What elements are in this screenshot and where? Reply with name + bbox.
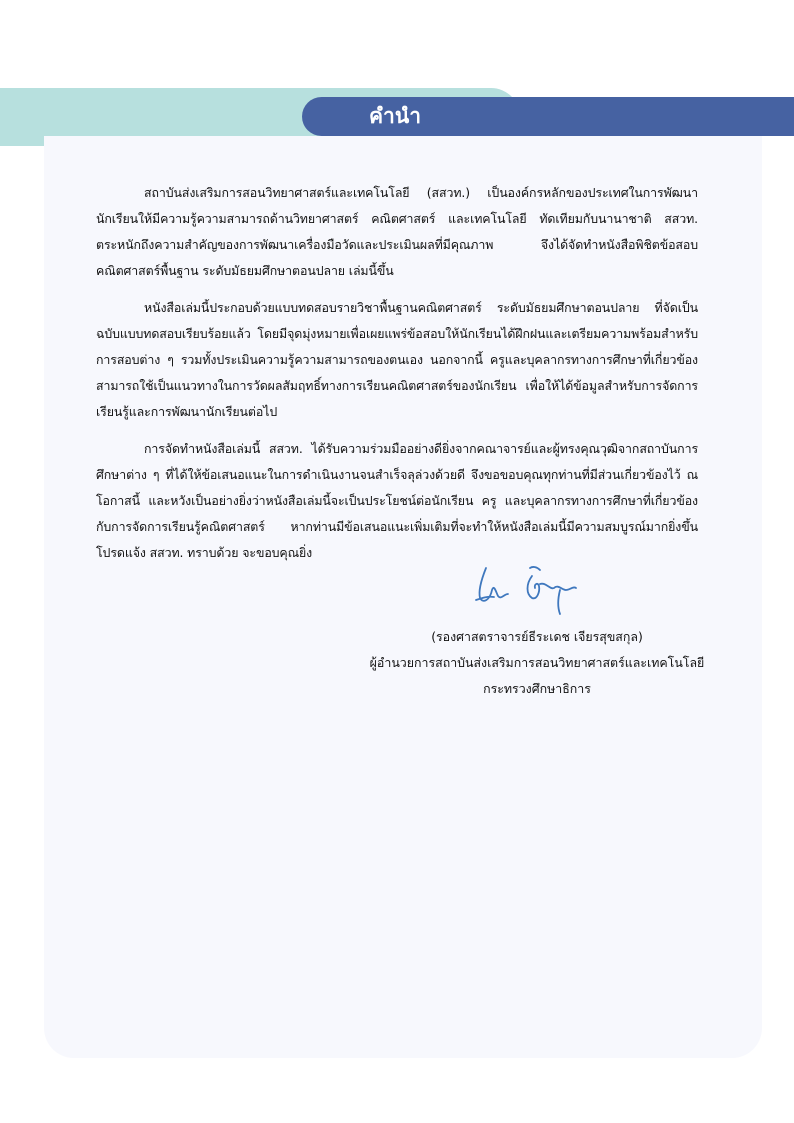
signature-mark: [470, 560, 590, 620]
signature-stroke-5: [558, 590, 560, 614]
paragraph-1: สถาบันส่งเสริมการสอนวิทยาศาสตร์และเทคโนโลยี (สสวท.) เป็นองค์กรหลักของประเทศในการพัฒนานักเรียนให้มีความรู้ความสามารถด้านวิทยาศาสตร์ คณิตศาสตร์ และเทคโนโลยี ทัดเทียมกับนานาชาติ สสวท. ตระหนักถึงความสำคัญของการพัฒนาเครื่องมือวัดและประเมินผลที่มีคุณภาพ จึงได้จัดทำหนังสือพิชิตข้อสอบคณิตศาสตร์พื้นฐาน ระดับมัธยมศึกษาตอนปลาย เล่มนี้ขึ้น: [96, 185, 698, 278]
signature-stroke-3: [528, 576, 540, 598]
signature-stroke-6: [530, 567, 540, 570]
signature-stroke-4: [540, 584, 576, 590]
signature-block: [350, 624, 724, 702]
signature-stroke-1: [479, 568, 508, 601]
signatory-position: ผู้อำนวยการสถาบันส่งเสริมการสอนวิทยาศาสตร์และเทคโนโลยี: [369, 655, 705, 670]
preface-body: [96, 180, 698, 577]
signatory-ministry: กระทรวงศึกษาธิการ: [483, 681, 591, 696]
page-title: คำนำ: [369, 104, 421, 128]
signature-stroke-2: [476, 597, 494, 600]
signatory-name: (รองศาสตราจารย์ธีระเดช เจียรสุขสกุล): [431, 629, 643, 644]
paragraph-2: หนังสือเล่มนี้ประกอบด้วยแบบทดสอบรายวิชาพื้นฐานคณิตศาสตร์ ระดับมัธยมศึกษาตอนปลาย ที่จัดเป็นฉบับแบบทดสอบเรียบร้อยแล้ว โดยมีจุดมุ่งหมายเพื่อเผยแพร่ข้อสอบให้นักเรียนได้ฝึกฝนและเตรียมความพร้อมสำหรับการสอบต่าง ๆ รวมทั้งประเมินความรู้ความสามารถของตนเอง นอกจากนี้ ครูและบุคลากรทางการศึกษาที่เกี่ยวข้องสามารถใช้เป็นแนวทางในการวัดผลสัมฤทธิ์ทางการเรียนคณิตศาสตร์ของนักเรียน เพื่อให้ได้ข้อมูลสำหรับการจัดการเรียนรู้และการพัฒนานักเรียนต่อไป: [96, 300, 698, 419]
paragraph-3: การจัดทำหนังสือเล่มนี้ สสวท. ได้รับความร่วมมืออย่างดียิ่งจากคณาจารย์และผู้ทรงคุณวุฒิจากสถาบันการศึกษาต่าง ๆ ที่ได้ให้ข้อเสนอแนะในการดำเนินงานจนสำเร็จลุล่วงด้วยดี จึงขอขอบคุณทุกท่านที่มีส่วนเกี่ยวข้องไว้ ณ โอกาสนี้ และหวังเป็นอย่างยิ่งว่าหนังสือเล่มนี้จะเป็นประโยชน์ต่อนักเรียน ครู และบุคลากรทางการศึกษาที่เกี่ยวข้องกับการจัดการเรียนรู้คณิตศาสตร์ หากท่านมีข้อเสนอแนะเพิ่มเติมที่จะทำให้หนังสือเล่มนี้มีความสมบูรณ์มากยิ่งขึ้น โปรดแจ้ง สสวท. ทราบด้วย จะขอบคุณยิ่ง: [96, 441, 698, 560]
